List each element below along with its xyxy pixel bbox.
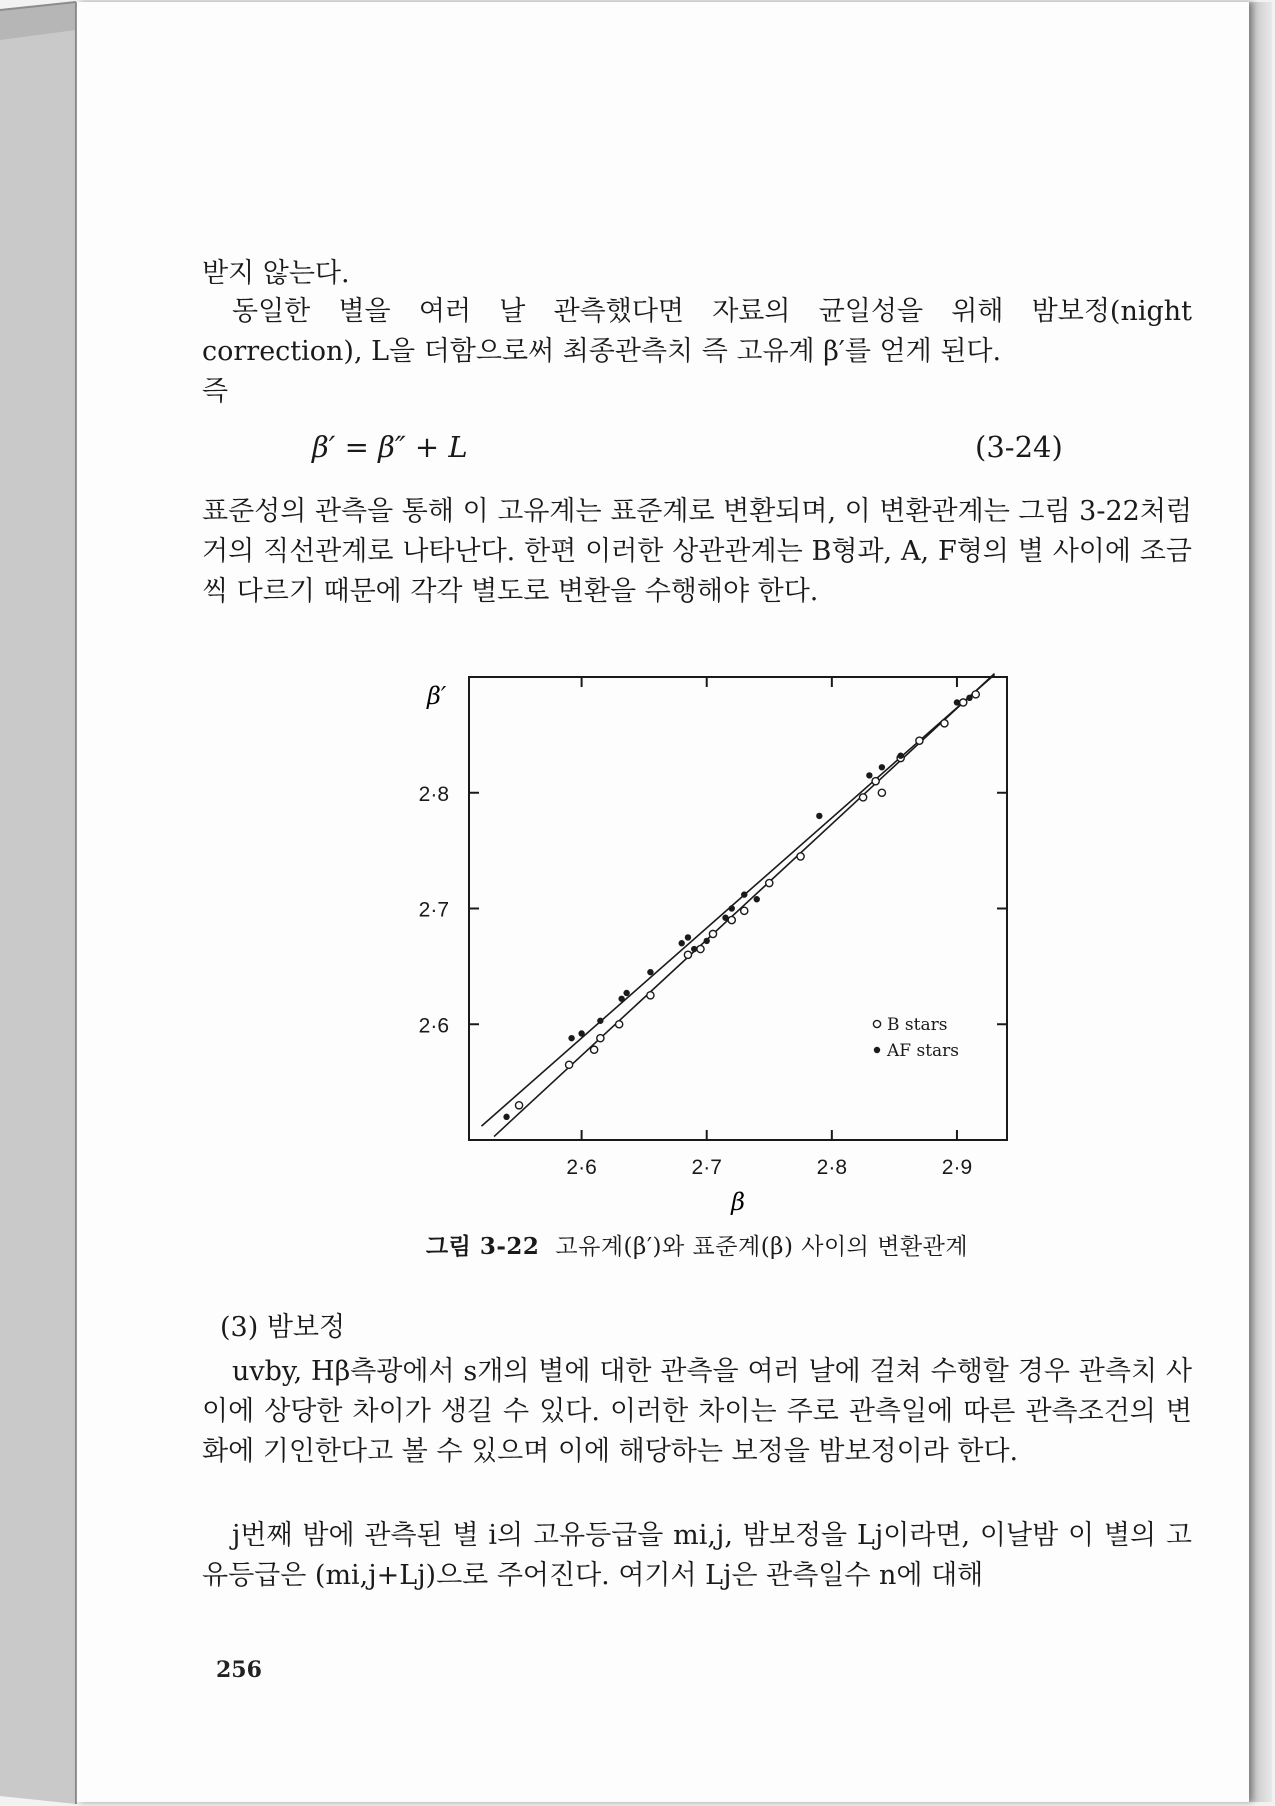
paragraph-3: 즉 xyxy=(202,376,229,407)
data-point-b-stars xyxy=(709,930,716,937)
data-point-b-stars xyxy=(647,992,654,999)
data-point-b-stars xyxy=(565,1061,572,1068)
data-point-af-stars xyxy=(568,1035,574,1041)
x-tick-label: 2·9 xyxy=(941,1156,973,1179)
data-point-af-stars xyxy=(954,699,960,705)
book-edge xyxy=(0,0,78,1806)
figure-number: 그림 3-22 xyxy=(425,1233,540,1260)
data-point-af-stars xyxy=(704,938,710,944)
paragraph-6: uvby, Hβ측광에서 s개의 별에 대한 관측을 여러 날에 걸쳐 수행할 경우 관측치 사이에 상당한 차이가 생길 수 있다. 이러한 차이는 주로 관측일에 따른 관측조건의 변화에 기인한다고 볼 수 있으며 이에 해당하는 보정을 밤보정이라 한다. xyxy=(202,1356,1192,1467)
data-point-af-stars xyxy=(897,753,903,759)
data-point-b-stars xyxy=(728,916,735,923)
page-edge-shadow xyxy=(1246,2,1272,1802)
data-point-af-stars xyxy=(678,940,684,946)
data-point-af-stars xyxy=(623,990,629,996)
data-point-af-stars xyxy=(503,1114,509,1120)
data-point-b-stars xyxy=(960,699,967,706)
data-point-af-stars xyxy=(578,1030,584,1036)
data-point-af-stars xyxy=(722,915,728,921)
data-point-af-stars xyxy=(685,934,691,940)
paragraph-4: 표준성의 관측을 통해 이 고유계는 표준계로 변환되며, 이 변환관계는 그림 3-22처럼 거의 직선관계로 나타난다. 한편 이러한 상관관계는 B형과, A, F형의 별 사이에 조금씩 다르기 때문에 각각 별도로 변환을 수행해야 한다. xyxy=(202,496,1192,607)
data-point-b-stars xyxy=(872,778,879,785)
data-point-b-stars xyxy=(591,1046,598,1053)
data-point-b-stars xyxy=(515,1102,522,1109)
chart-legend xyxy=(873,1015,959,1061)
chart-y-label: β′ xyxy=(427,682,447,710)
chart-x-label: β xyxy=(731,1188,745,1216)
paragraph-1: 받지 않는다. xyxy=(202,258,350,289)
y-tick-label: 2·7 xyxy=(418,898,449,922)
data-point-af-stars xyxy=(816,813,822,819)
data-point-af-stars xyxy=(597,1018,603,1024)
data-point-af-stars xyxy=(866,772,872,778)
data-point-af-stars xyxy=(741,891,747,897)
data-point-b-stars xyxy=(697,945,704,952)
legend-label: B stars xyxy=(887,1015,948,1035)
data-point-af-stars xyxy=(729,905,735,911)
x-tick-label: 2·7 xyxy=(691,1156,722,1179)
scatter-chart xyxy=(377,662,1037,1222)
data-point-b-stars xyxy=(878,789,885,796)
data-point-b-stars xyxy=(972,691,979,698)
data-point-b-stars xyxy=(684,951,691,958)
data-point-b-stars xyxy=(797,853,804,860)
chart-plot-area xyxy=(419,674,1007,1179)
data-point-af-stars xyxy=(618,996,624,1002)
legend-marker xyxy=(873,1020,880,1027)
data-point-b-stars xyxy=(616,1021,623,1028)
legend-marker xyxy=(874,1047,880,1053)
legend-label: AF stars xyxy=(887,1041,960,1061)
data-point-af-stars xyxy=(879,764,885,770)
data-point-af-stars xyxy=(691,946,697,952)
section-heading: (3) 밤보정 xyxy=(220,1312,346,1343)
data-point-b-stars xyxy=(766,879,773,886)
figure-caption-text: 고유계(β′)와 표준계(β) 사이의 변환관계 xyxy=(555,1234,969,1260)
data-point-af-stars xyxy=(966,695,972,701)
data-point-b-stars xyxy=(860,794,867,801)
data-point-af-stars xyxy=(754,896,760,902)
equation-number: (3-24) xyxy=(975,430,1063,464)
equation: β′ = β″ + L xyxy=(312,430,468,464)
book-page xyxy=(76,2,1249,1802)
x-tick-label: 2·8 xyxy=(816,1156,848,1179)
data-point-b-stars xyxy=(916,737,923,744)
y-tick-label: 2·6 xyxy=(418,1014,449,1038)
data-point-b-stars xyxy=(741,907,748,914)
data-point-b-stars xyxy=(941,720,948,727)
paragraph-2: 동일한 별을 여러 날 관측했다면 자료의 균일성을 위해 밤보정(night correction), L을 더함으로써 최종관측치 즉 고유계 β′를 얻게 된다. xyxy=(202,296,1192,367)
data-point-b-stars xyxy=(597,1035,604,1042)
page-number: 256 xyxy=(216,1657,262,1683)
y-tick-label: 2·8 xyxy=(418,782,449,806)
data-point-af-stars xyxy=(647,969,653,975)
figure-caption xyxy=(202,1228,1192,1261)
x-tick-label: 2·6 xyxy=(566,1156,597,1179)
chart-frame xyxy=(469,677,1007,1140)
paragraph-7: j번째 밤에 관측된 별 i의 고유등급을 mi,j, 밤보정을 Lj이라면, 이날밤 이 별의 고유등급은 (mi,j+Lj)으로 주어진다. 여기서 Lj은 관측일수 n에 대해 xyxy=(202,1520,1192,1591)
